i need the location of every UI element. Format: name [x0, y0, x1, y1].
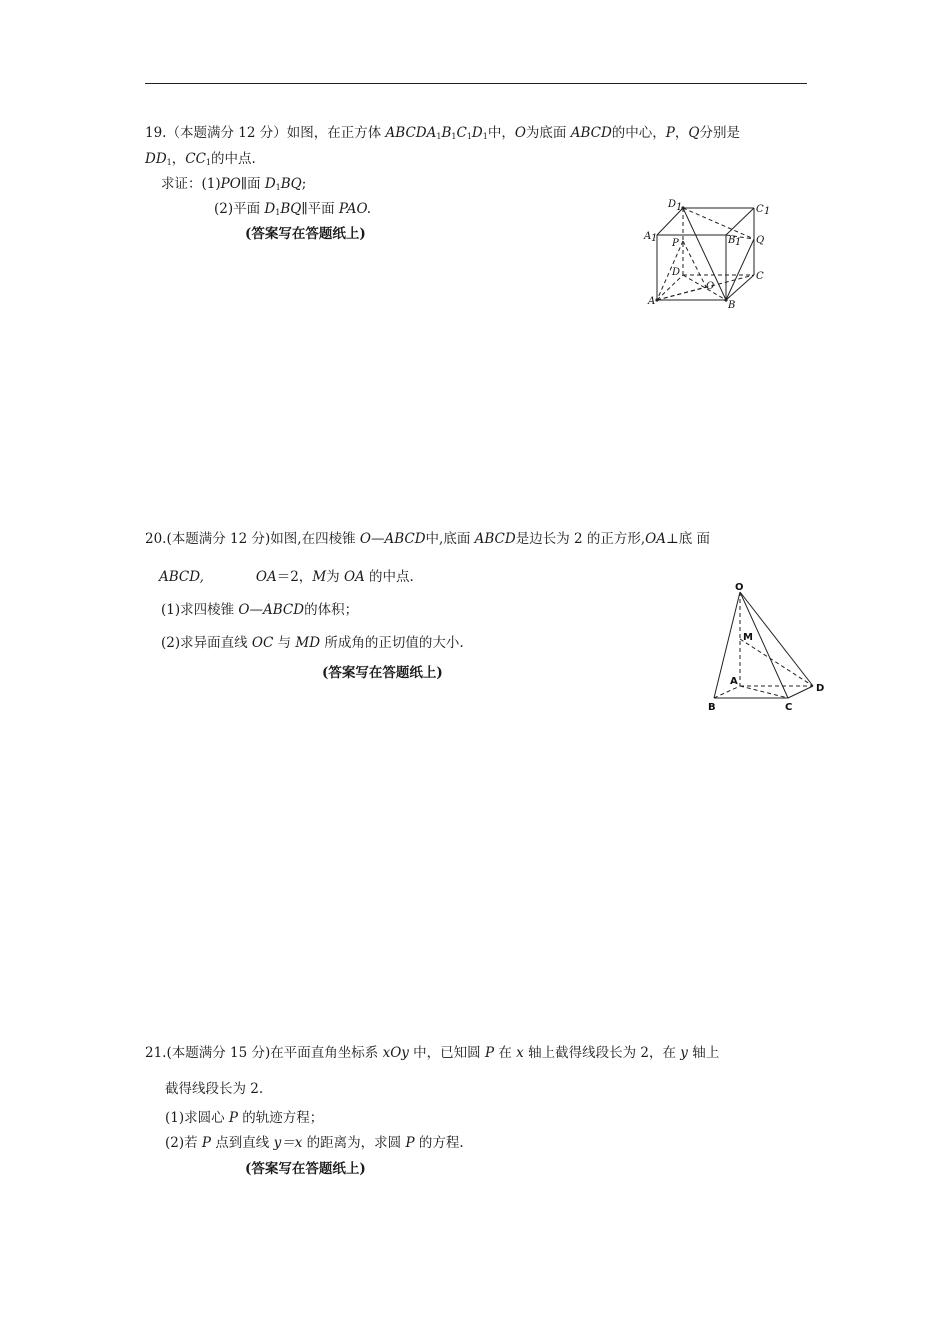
label-D: D: [816, 683, 825, 694]
q19-line-1: 19.（本题满分 12 分）如图，在正方体 $ABCDA_1B_1C_1D_1$中，O为底面 ABCD的中心，P，Q分别是: [145, 125, 740, 141]
svg-text:1: 1: [735, 237, 742, 248]
q19-answer-note: (答案写在答题纸上): [245, 226, 366, 242]
label-A1: A: [644, 231, 652, 242]
q20-part-2: (2)求异面直线 OC 与 MD 所成角的正切值的大小.: [161, 635, 464, 651]
q20-part-1: (1)求四棱锥 O—ABCD的体积；: [161, 602, 359, 618]
label-M: M: [743, 632, 753, 643]
label-D1: D: [668, 199, 677, 210]
label-B1: B: [728, 235, 736, 246]
q20-pyramid-figure: [700, 580, 835, 715]
q21-part-1: (1)求圆心 P 的轨迹方程；: [165, 1110, 324, 1126]
svg-text:1: 1: [651, 233, 658, 244]
q19-score: （本题满分 12 分）: [166, 125, 287, 141]
label-Q: Q: [756, 235, 765, 246]
q20-number: 20.: [145, 531, 167, 547]
label-O: O: [706, 281, 715, 292]
q19-line-2: $DD_1$，$CC_1$的中点.: [145, 151, 256, 167]
q20-answer-note: (答案写在答题纸上): [322, 665, 443, 681]
q19-cube-figure: [640, 195, 770, 310]
header-rule: [145, 83, 807, 84]
q21-answer-note: (答案写在答题纸上): [245, 1161, 366, 1177]
label-B: B: [728, 300, 736, 311]
label-C: C: [756, 271, 764, 282]
label-A: A: [648, 296, 656, 307]
q19-part-1: 求证：(1)PO∥面 $D_1BQ$;: [161, 176, 307, 192]
label-C: C: [785, 702, 793, 713]
q21-part-2: (2)若 P 点到直线 y＝x 的距离为，求圆 P 的方程.: [165, 1135, 464, 1151]
q21-number: 21.: [145, 1045, 167, 1061]
label-B: B: [708, 702, 716, 713]
q20-line-1: 20.(本题满分 12 分)如图,在四棱锥 O—ABCD中,底面 ABCD是边长为 2 的正方形,OA⊥底 面: [145, 531, 710, 547]
q21-line-2: 截得线段长为 2.: [165, 1081, 264, 1097]
svg-text:1: 1: [764, 206, 771, 217]
svg-text:1: 1: [676, 202, 683, 213]
label-C1: C: [756, 204, 764, 215]
label-O: O: [735, 582, 744, 593]
label-A: A: [730, 676, 738, 687]
q20-line-2: ABCD, OA＝2，M为 OA 的中点.: [159, 569, 414, 585]
q21-line-1: 21.(本题满分 15 分)在平面直角坐标系 xOy 中，已知圆 P 在 x 轴上截得线段长为 2，在 y 轴上: [145, 1045, 720, 1061]
q19-part-2: (2)平面 $D_1BQ\parallel$平面 PAO.: [214, 201, 372, 217]
q20-score: (本题满分 12 分): [166, 531, 271, 547]
label-D: D: [672, 267, 681, 278]
q19-number: 19.: [145, 125, 167, 141]
label-P: P: [672, 238, 679, 249]
q21-score: (本题满分 15 分): [166, 1045, 271, 1061]
